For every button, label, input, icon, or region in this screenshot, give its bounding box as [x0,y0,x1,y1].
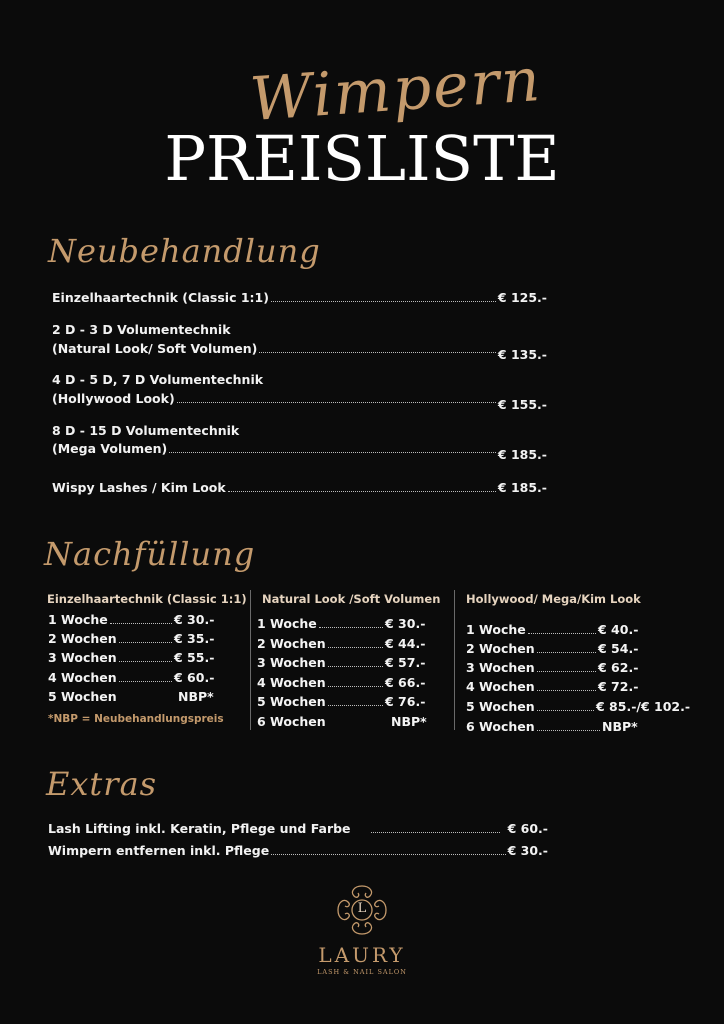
price-label: (Hollywood Look) [52,391,175,406]
refill-row [257,694,429,709]
refill-price: NBP* [602,719,638,734]
extras-row [48,843,548,858]
refill-label: 1 Woche [48,612,108,627]
price-label: (Mega Volumen) [52,441,168,456]
refill-price: € 30.- [385,616,426,631]
refill-price: € 54.- [598,641,639,656]
refill-row [48,650,218,665]
refill-label: 2 Wochen [466,641,535,656]
refill-price: NBP* [391,714,427,729]
refill-label: 2 Wochen [257,636,326,651]
extras-row [48,821,548,836]
refill-price: NBP* [178,689,214,704]
price-value: € 155.- [497,397,547,412]
extras-label: Lash Lifting inkl. Keratin, Pflege und Farbe [48,821,351,836]
refill-row [466,679,646,694]
dotted-leader [537,671,596,672]
extras-heading: Extras [46,765,158,803]
refill-price: € 62.- [598,660,639,675]
extras-price: € 60.- [507,821,548,836]
column-divider [454,590,455,730]
refill-label: 6 Wochen [257,714,326,729]
dotted-leader [119,661,172,662]
price-value: € 185.- [497,480,547,495]
dotted-leader [528,633,596,634]
page-title: PREISLISTE [164,122,560,195]
price-label: (Natural Look/ Soft Volumen) [52,341,258,356]
refill-label: 3 Wochen [466,660,535,675]
column-header: Einzelhaartechnik (Classic 1:1) [47,592,247,606]
extras-label: Wimpern entfernen inkl. Pflege [48,843,270,858]
refill-row [48,670,218,685]
refill-price: € 57.- [385,655,426,670]
refill-row [257,655,429,670]
price-label: 2 D - 3 D Volumentechnik [52,322,231,337]
price-label: 8 D - 15 D Volumentechnik [52,423,240,438]
refill-row [257,714,429,729]
dotted-leader [537,690,596,691]
refill-row [257,675,429,690]
refill-price: € 55.- [174,650,215,665]
logo-name: LAURY [318,943,406,967]
nachfullung-heading: Nachfüllung [44,535,256,573]
nbp-note: *NBP = Neubehandlungspreis [48,713,224,725]
price-row [52,480,547,495]
title-script: Wimpern [247,44,545,136]
refill-label: 4 Wochen [48,670,117,685]
price-row [52,290,547,305]
refill-price: € 66.- [385,675,426,690]
dotted-leader [319,627,383,628]
refill-label: 3 Wochen [257,655,326,670]
dotted-leader [177,402,496,403]
price-label: 4 D - 5 D, 7 D Volumentechnik [52,372,264,387]
dotted-leader [537,710,594,711]
refill-label: 4 Wochen [257,675,326,690]
dotted-leader [259,352,496,353]
refill-row [48,631,218,646]
dotted-leader [271,301,496,302]
logo-letter: L [357,901,367,916]
refill-label: 5 Wochen [48,689,117,704]
dotted-leader [371,832,500,833]
price-value: € 135.- [497,347,547,362]
refill-price: € 40.- [598,622,639,637]
price-value: € 185.- [497,447,547,462]
refill-price: € 72.- [598,679,639,694]
dotted-leader [537,652,596,653]
dotted-leader [119,642,172,643]
refill-row [48,612,218,627]
column-header: Natural Look /Soft Volumen [262,592,441,606]
refill-label: 4 Wochen [466,679,535,694]
refill-label: 1 Woche [466,622,526,637]
refill-label: 5 Wochen [257,694,326,709]
laury-logo-emblem [332,880,392,940]
dotted-leader [328,647,383,648]
refill-row [466,660,646,675]
column-header: Hollywood/ Mega/Kim Look [466,592,641,606]
dotted-leader [537,730,600,731]
dotted-leader [110,623,172,624]
refill-label: 3 Wochen [48,650,117,665]
price-label: Wispy Lashes / Kim Look [52,480,226,495]
refill-price: € 76.- [385,694,426,709]
refill-row [466,641,646,656]
refill-label: 1 Woche [257,616,317,631]
dotted-leader [328,666,383,667]
price-row [52,441,547,462]
dotted-leader [271,854,505,855]
price-value: € 125.- [497,290,547,305]
dotted-leader [328,705,383,706]
refill-label: 6 Wochen [466,719,535,734]
refill-label: 2 Wochen [48,631,117,646]
dotted-leader [328,686,383,687]
dotted-leader [169,452,496,453]
dotted-leader [228,491,496,492]
refill-label: 5 Wochen [466,699,535,714]
refill-price: € 44.- [385,636,426,651]
refill-row [466,622,646,637]
price-row [52,341,547,362]
neubehandlung-heading: Neubehandlung [48,232,321,270]
dotted-leader [119,681,172,682]
refill-row [466,699,692,714]
refill-price: € 35.- [174,631,215,646]
logo-tagline: LASH & NAIL SALON [317,968,407,976]
refill-row [257,616,429,631]
refill-row [466,719,646,734]
refill-price: € 60.- [174,670,215,685]
price-row [52,391,547,412]
extras-price: € 30.- [507,843,548,858]
column-divider [250,590,251,730]
refill-row [48,689,218,704]
refill-price: € 30.- [174,612,215,627]
price-label: Einzelhaartechnik (Classic 1:1) [52,290,269,305]
refill-price: € 85.-/€ 102.- [596,699,691,714]
refill-row [257,636,429,651]
